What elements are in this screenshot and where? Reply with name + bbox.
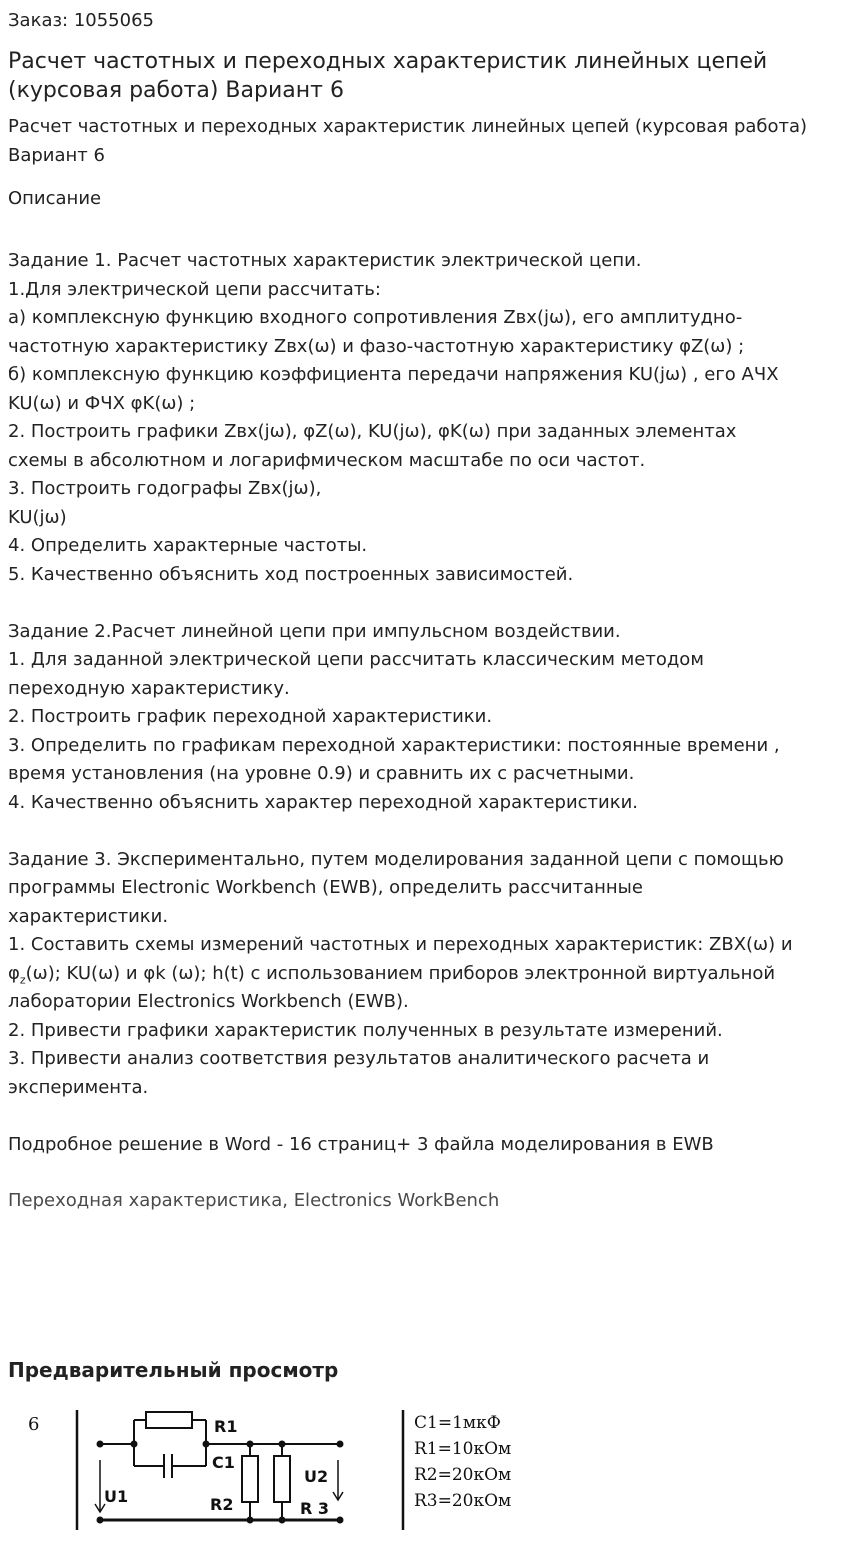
variant-label: 6 [28, 1414, 40, 1435]
task1-line-3: а) комплексную функцию входного сопротивления Zвх(jω), его амплитудно- [8, 307, 743, 328]
param-c1: C1=1мкФ [414, 1413, 501, 1433]
label-r1: R1 [214, 1417, 238, 1436]
preview-heading: Предварительный просмотр [8, 1358, 339, 1382]
task1-line-7: 2. Построить графики Zвх(jω), φZ(ω), KU(jω), φK(ω) при заданных элементах [8, 421, 737, 442]
circuit-schematic [22, 1404, 532, 1534]
order-number: Заказ: 1055065 [8, 10, 154, 31]
task2-line-7: 4. Качественно объяснить характер переходной характеристики. [8, 791, 639, 813]
resistor-r2 [242, 1456, 258, 1502]
param-r1: R1=10кОм [414, 1439, 512, 1459]
task1-line-4: частотную характеристику Zвх(ω) и фазо-частотную характеристику φZ(ω) ; [8, 335, 745, 357]
node-dot [248, 1518, 253, 1523]
task1-line-6: KU(ω) и ФЧХ φK(ω) ; [8, 392, 196, 414]
task3-line-7: 2. Привести графики характеристик полученных в результате измерений. [8, 1019, 723, 1041]
phi-symbol: φ [8, 962, 20, 984]
description-body [8, 247, 843, 1159]
task3-line-9: эксперимента. [8, 1076, 149, 1098]
task3-line-8: 3. Привести анализ соответствия результатов аналитического расчета и [8, 1048, 710, 1069]
label-r3: R 3 [300, 1499, 330, 1518]
task3-line-2: программы Electronic Workbench (EWB), определить рассчитанные [8, 877, 643, 898]
node-dot [204, 1442, 209, 1447]
param-r3: R3=20кОм [414, 1491, 512, 1511]
tags-line[interactable]: Переходная характеристика, Electronics WorkBench [8, 1190, 500, 1211]
terminal-dot [338, 1442, 343, 1447]
node-dot [132, 1442, 137, 1447]
phi-subscript: z [19, 973, 26, 987]
label-u2: U2 [304, 1467, 329, 1486]
label-r2: R2 [210, 1495, 234, 1514]
resistor-r3 [274, 1456, 290, 1502]
page-title: Расчет частотных и переходных характеристик линейных цепей (курсовая работа) Вариант 6 [8, 49, 768, 103]
task3-line-5-text: (ω); KU(ω) и φk (ω); h(t) с использованием приборов электронной виртуальной [25, 962, 776, 984]
task3-line-4: 1. Составить схемы измерений частотных и переходных характеристик: ZВХ(ω) и [8, 934, 793, 955]
label-u1: U1 [104, 1487, 129, 1506]
terminal-dot [98, 1442, 103, 1447]
task1-line-2: 1.Для электрической цепи рассчитать: [8, 278, 381, 300]
circuit-preview-image [22, 1404, 532, 1534]
task2-line-1: Задание 2.Расчет линейной цепи при импульсном воздействии. [8, 620, 621, 642]
paragraph-gap [8, 1102, 843, 1131]
task1-line-1: Задание 1. Расчет частотных характеристик электрической цепи. [8, 250, 642, 271]
resistor-r1 [146, 1412, 192, 1428]
task3-line-3: характеристики. [8, 905, 169, 927]
param-r2: R2=20кОм [414, 1465, 512, 1485]
task1-line-11: 4. Определить характерные частоты. [8, 535, 368, 556]
node-dot [248, 1442, 253, 1447]
terminal-dot [338, 1518, 343, 1523]
node-dot [280, 1518, 285, 1523]
paragraph-gap [8, 589, 843, 618]
task2-line-5: 3. Определить по графикам переходной характеристики: постоянные времени , [8, 734, 780, 756]
task3-line-6: лаборатории Electronics Workbench (EWB). [8, 991, 409, 1012]
description-heading: Описание [8, 188, 102, 209]
solution-note: Подробное решение в Word - 16 страниц+ 3 файла моделирования в EWB [8, 1133, 714, 1155]
node-dot [280, 1442, 285, 1447]
task2-line-4: 2. Построить график переходной характеристики. [8, 706, 493, 727]
task2-line-6: время установления (на уровне 0.9) и сравнить их с расчетными. [8, 763, 635, 784]
task1-line-5: б) комплексную функцию коэффициента передачи напряжения KU(jω) , его АЧХ [8, 364, 779, 385]
label-c1: C1 [212, 1453, 235, 1472]
task1-line-9: 3. Построить годографы Zвх(jω), [8, 478, 322, 499]
page-subtitle: Расчет частотных и переходных характеристик линейных цепей (курсовая работа) Вариант 6 [8, 116, 808, 166]
task3-line-5 [8, 960, 843, 989]
terminal-dot [98, 1518, 103, 1523]
task1-line-10: KU(jω) [8, 506, 67, 528]
task2-line-2: 1. Для заданной электрической цепи рассчитать классическим методом [8, 649, 704, 670]
task1-line-12: 5. Качественно объяснить ход построенных зависимостей. [8, 563, 574, 585]
task3-line-1: Задание 3. Экспериментально, путем моделирования заданной цепи с помощью [8, 848, 784, 870]
paragraph-gap [8, 817, 843, 846]
task1-line-8: схемы в абсолютном и логарифмическом масштабе по оси частот. [8, 449, 646, 471]
task2-line-3: переходную характеристику. [8, 677, 290, 699]
